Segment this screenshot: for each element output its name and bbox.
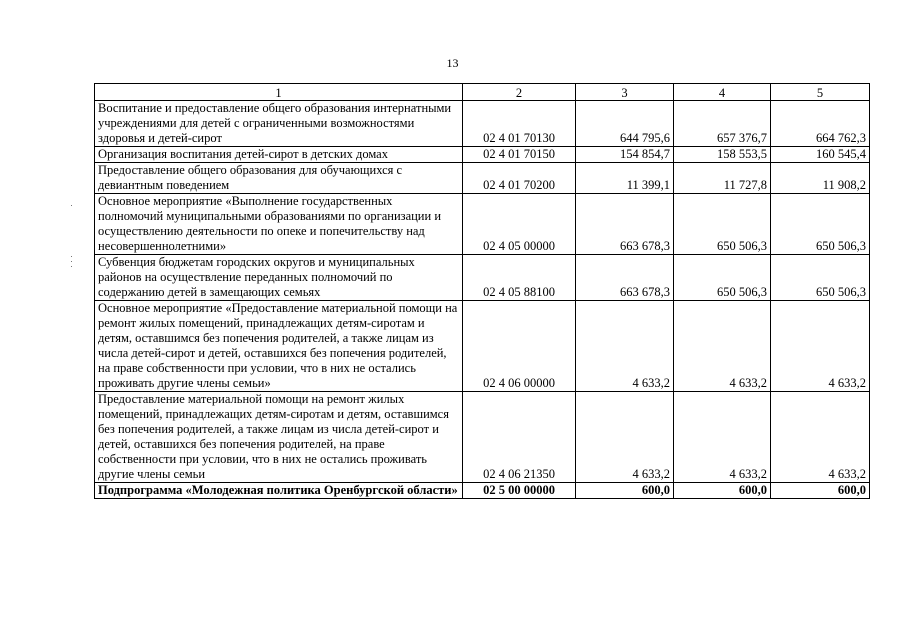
table-row bbox=[95, 483, 870, 499]
row-code-cell: 02 5 00 00000 bbox=[463, 483, 576, 499]
row-value-col4: 11 727,8 bbox=[674, 163, 771, 194]
row-name-cell: Основное мероприятие «Выполнение государственных полномочий муниципальными образованиями по организации и осуществлению деятельности по опеке и попечительству над несовершеннолетними» bbox=[95, 194, 463, 255]
row-value-col4: 650 506,3 bbox=[674, 194, 771, 255]
row-name-cell: Субвенция бюджетам городских округов и муниципальных районов на осуществление переданных полномочий по содержанию детей в замещающих семьях bbox=[95, 255, 463, 301]
row-value-col4: 158 553,5 bbox=[674, 147, 771, 163]
row-name-cell: Основное мероприятие «Предоставление материальной помощи на ремонт жилых помещений, принадлежащих детям-сиротам и детям, оставшимся без попечения родителей, а также лицам из числа детей-сирот и детей, оставшихся без попечения родителей, на праве собственности при условии, что в них не остались проживать другие члены семьи» bbox=[95, 301, 463, 392]
table-row bbox=[95, 255, 870, 301]
row-code-cell: 02 4 06 21350 bbox=[463, 392, 576, 483]
row-value-col5: 11 908,2 bbox=[771, 163, 870, 194]
header-row bbox=[95, 84, 870, 101]
row-value-col4: 4 633,2 bbox=[674, 301, 771, 392]
row-value-col3: 11 399,1 bbox=[576, 163, 674, 194]
scan-speck bbox=[71, 205, 72, 206]
row-value-col3: 600,0 bbox=[576, 483, 674, 499]
table-row bbox=[95, 194, 870, 255]
row-value-col4: 657 376,7 bbox=[674, 101, 771, 147]
header-col-2: 2 bbox=[463, 84, 576, 101]
row-code-cell: 02 4 01 70130 bbox=[463, 101, 576, 147]
row-value-col5: 650 506,3 bbox=[771, 194, 870, 255]
row-value-col5: 4 633,2 bbox=[771, 392, 870, 483]
row-value-col4: 4 633,2 bbox=[674, 392, 771, 483]
row-value-col5: 600,0 bbox=[771, 483, 870, 499]
row-value-col3: 4 633,2 bbox=[576, 392, 674, 483]
budget-table bbox=[94, 83, 870, 499]
row-value-col5: 4 633,2 bbox=[771, 301, 870, 392]
row-value-col4: 650 506,3 bbox=[674, 255, 771, 301]
row-code-cell: 02 4 06 00000 bbox=[463, 301, 576, 392]
row-value-col5: 650 506,3 bbox=[771, 255, 870, 301]
row-value-col4: 600,0 bbox=[674, 483, 771, 499]
row-name-cell: Организация воспитания детей-сирот в детских домах bbox=[95, 147, 463, 163]
row-value-col3: 663 678,3 bbox=[576, 255, 674, 301]
row-name-cell: Предоставление материальной помощи на ремонт жилых помещений, принадлежащих детям-сиротам и детям, оставшимся без попечения родителей, а также лицам из числа детей-сирот и детей, оставшихся без попечения родителей, на праве собственности при условии, что в них не остались проживать другие члены семьи bbox=[95, 392, 463, 483]
scan-speck bbox=[71, 266, 72, 267]
row-value-col3: 663 678,3 bbox=[576, 194, 674, 255]
row-name-cell: Подпрограмма «Молодежная политика Оренбургской области» bbox=[95, 483, 463, 499]
header-col-3: 3 bbox=[576, 84, 674, 101]
row-code-cell: 02 4 05 00000 bbox=[463, 194, 576, 255]
header-col-1: 1 bbox=[95, 84, 463, 101]
row-value-col3: 4 633,2 bbox=[576, 301, 674, 392]
table-row bbox=[95, 101, 870, 147]
row-code-cell: 02 4 01 70150 bbox=[463, 147, 576, 163]
row-code-cell: 02 4 01 70200 bbox=[463, 163, 576, 194]
row-value-col5: 160 545,4 bbox=[771, 147, 870, 163]
table-row bbox=[95, 392, 870, 483]
table-row bbox=[95, 301, 870, 392]
row-code-cell: 02 4 05 88100 bbox=[463, 255, 576, 301]
table-header bbox=[95, 84, 870, 101]
row-value-col5: 664 762,3 bbox=[771, 101, 870, 147]
row-name-cell: Воспитание и предоставление общего образования интернатными учреждениями для детей с ограниченными возможностями здоровья и детей-сирот bbox=[95, 101, 463, 147]
row-value-col3: 154 854,7 bbox=[576, 147, 674, 163]
table-row bbox=[95, 147, 870, 163]
table-body bbox=[95, 101, 870, 499]
row-name-cell: Предоставление общего образования для обучающихся с девиантным поведением bbox=[95, 163, 463, 194]
header-col-4: 4 bbox=[674, 84, 771, 101]
row-value-col3: 644 795,6 bbox=[576, 101, 674, 147]
scan-speck bbox=[71, 256, 72, 257]
page-number: 13 bbox=[446, 56, 459, 70]
header-col-5: 5 bbox=[771, 84, 870, 101]
table-row bbox=[95, 163, 870, 194]
scan-speck bbox=[71, 261, 72, 262]
